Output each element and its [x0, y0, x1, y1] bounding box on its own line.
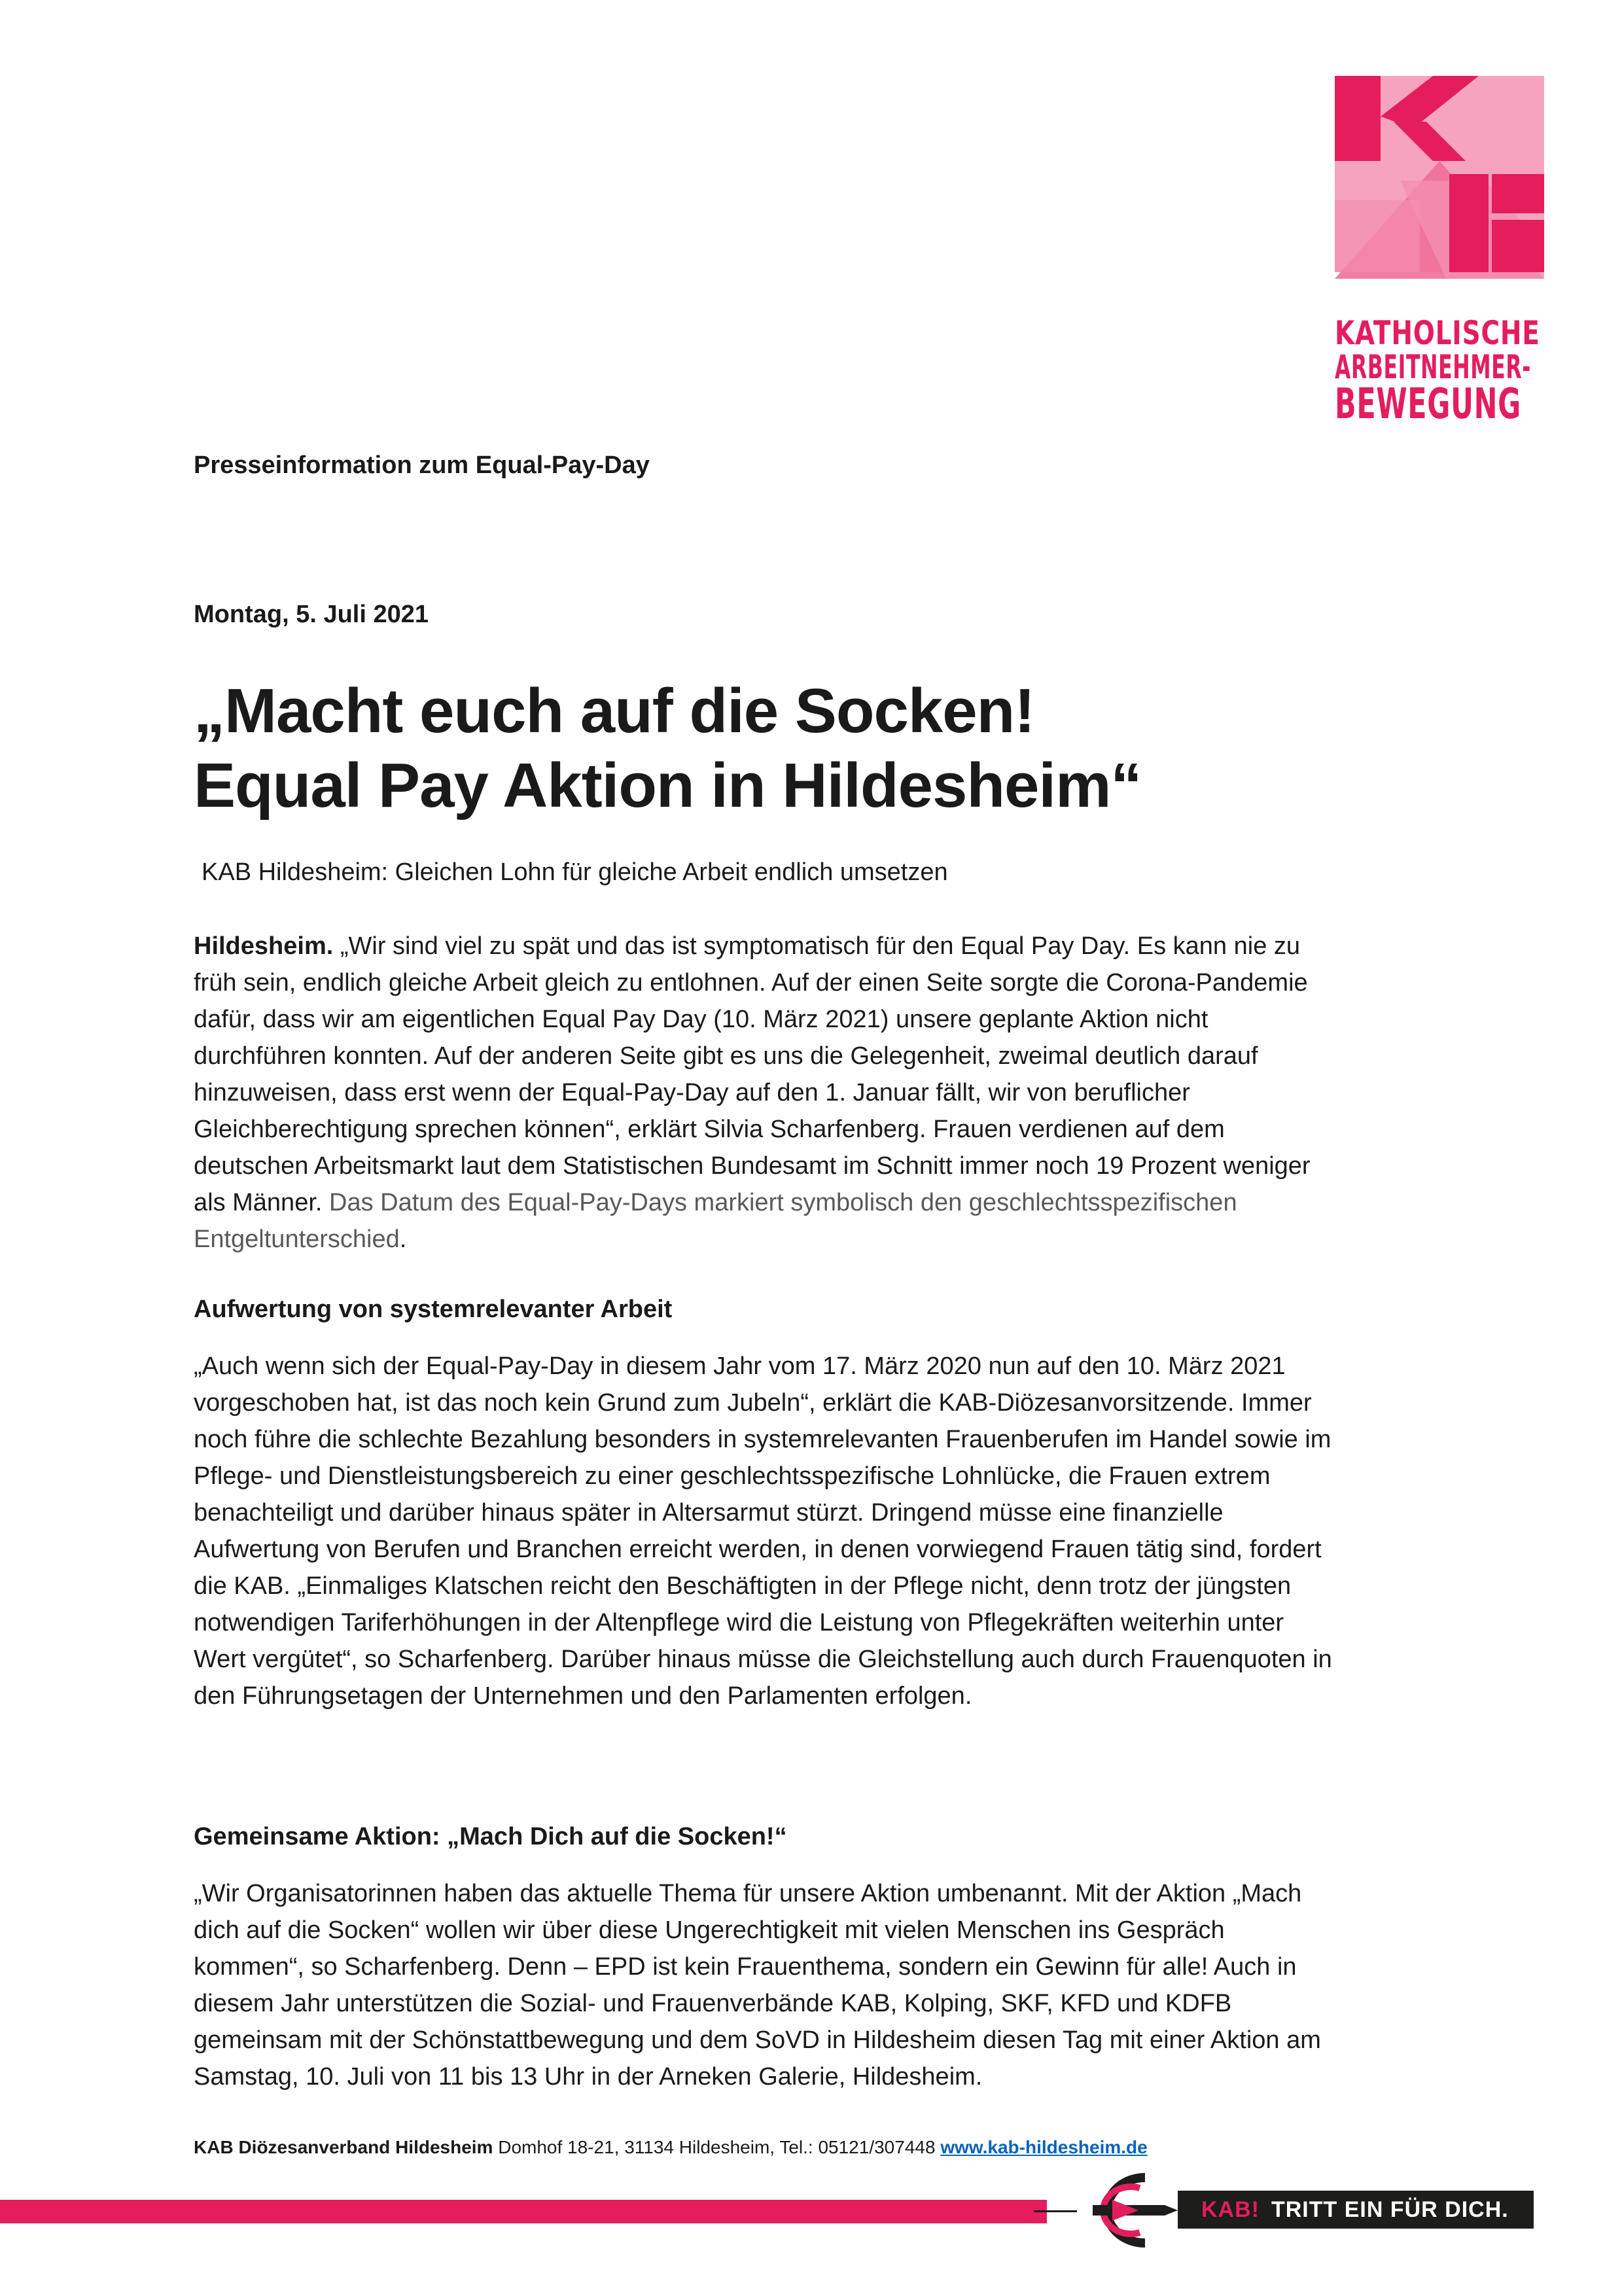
logo-text-line-3: BEWEGUNG [1335, 380, 1522, 429]
paragraph-intro-end: . [399, 1226, 407, 1253]
paragraph-intro [194, 928, 1332, 1258]
slogan-text: TRITT EIN FÜR DICH. [1271, 2197, 1509, 2222]
kab-emblem-icon [1067, 2172, 1178, 2248]
date-line: Montag, 5. Juli 2021 [194, 601, 429, 628]
headline-line-1: „Macht euch auf die Socken! [194, 676, 1035, 746]
press-label: Presseinformation zum Equal-Pay-Day [194, 451, 650, 479]
slogan-kab: KAB! [1201, 2197, 1260, 2222]
dateline-place: Hildesheim. [194, 932, 334, 960]
footer-pink-bar [0, 2200, 1047, 2223]
footer-slogan-box [1178, 2191, 1534, 2229]
section-heading-aufwertung: Aufwertung von systemrelevanter Arbeit [194, 1296, 673, 1323]
paragraph-intro-gray-text: Das Datum des Equal-Pay-Days markiert symbolisch den geschlechtsspezifischen Entgeltunterschied [194, 1189, 1237, 1253]
footer-website-link[interactable]: www.kab-hildesheim.de [940, 2137, 1148, 2157]
footer-org: KAB Diözesanverband Hildesheim [194, 2137, 493, 2157]
paragraph-intro-text: „Wir sind viel zu spät und das ist symptomatisch für den Equal Pay Day. Es kann nie zu früh sein, endlich gleiche Arbeit gleich zu entlohnen. Auf der einen Seite sorgte die Corona-Pandemie dafür, dass wir am eigentlichen Equal Pay Day (10. März 2021) unsere geplante Aktion nicht durchführen konnten. Auf der anderen Seite gibt es uns die Gelegenheit, zweimal deutlich darauf hinzuweisen, dass erst wenn der Equal-Pay-Day auf den 1. Januar fällt, wir von beruflicher Gleichberechtigung sprechen können“, erklärt Silvia Scharfenberg. Frauen verdienen auf dem deutschen Arbeitsmarkt laut dem Statistischen Bundesamt im Schnitt immer noch 19 Prozent weniger als Männer. [194, 932, 1311, 1216]
footer-address [194, 2137, 1332, 2158]
headline-line-2: Equal Pay Aktion in Hildesheim“ [194, 751, 1142, 821]
paragraph-gemeinsam: „Wir Organisatorinnen haben das aktuelle Thema für unsere Aktion umbenannt. Mit der Aktion „Mach dich auf die Socken“ wollen wir über diese Ungerechtigkeit mit vielen Menschen ins Gespräch kommen“, so Scharfenberg. Denn – EPD ist kein Frauenthema, sondern ein Gewinn für alle! Auch in diesem Jahr unterstützen die Sozial- und Frauenverbände KAB, Kolping, SKF, KFD und KDFB gemeinsam mit der Schönstattbewegung und dem SoVD in Hildesheim diesen Tag mit einer Aktion am Samstag, 10. Juli von 11 bis 13 Uhr in der Arneken Galerie, Hildesheim. [194, 1880, 1321, 2091]
paragraph-aufwertung: „Auch wenn sich der Equal-Pay-Day in diesem Jahr vom 17. März 2020 nun auf den 10. März 2021 vorgeschoben hat, ist das noch kein Grund zum Jubeln“, erklärt die KAB-Diözesanvorsitzende. Immer noch führe die schlechte Bezahlung besonders in systemrelevanten Frauenberufen im Handel sowie im Pflege- und Dienstleistungsbereich zu einer geschlechtsspezifische Lohnlücke, die Frauen extrem benachteiligt und darüber hinaus später in Altersarmut stürzt. Dringend müsse eine finanzielle Aufwertung von Berufen und Branchen erreicht werden, in denen vorwiegend Frauen tätig sind, fordert die KAB. „Einmaliges Klatschen reicht den Beschäftigten in der Pflege nicht, denn trotz der jüngsten notwendigen Tariferhöhungen in der Altenpflege wird die Leistung von Pflegekräften weiterhin unter Wert vergütet“, so Scharfenberg. Darüber hinaus müsse die Gleichstellung auch durch Frauenquoten in den Führungsetagen der Unternehmen und den Parlamenten erfolgen. [194, 1352, 1332, 1710]
footer-contact: Domhof 18-21, 31134 Hildesheim, Tel.: 05121/307448 [493, 2137, 941, 2157]
logo-text-line-2: ARBEITNEHMER- [1335, 348, 1531, 386]
subline: KAB Hildesheim: Gleichen Lohn für gleiche Arbeit endlich umsetzen [202, 858, 948, 886]
headline [194, 674, 1332, 823]
section-heading-gemeinsam: Gemeinsame Aktion: „Mach Dich auf die Socken!“ [194, 1823, 787, 1850]
logo-text-line-1: KATHOLISCHE [1335, 314, 1540, 352]
